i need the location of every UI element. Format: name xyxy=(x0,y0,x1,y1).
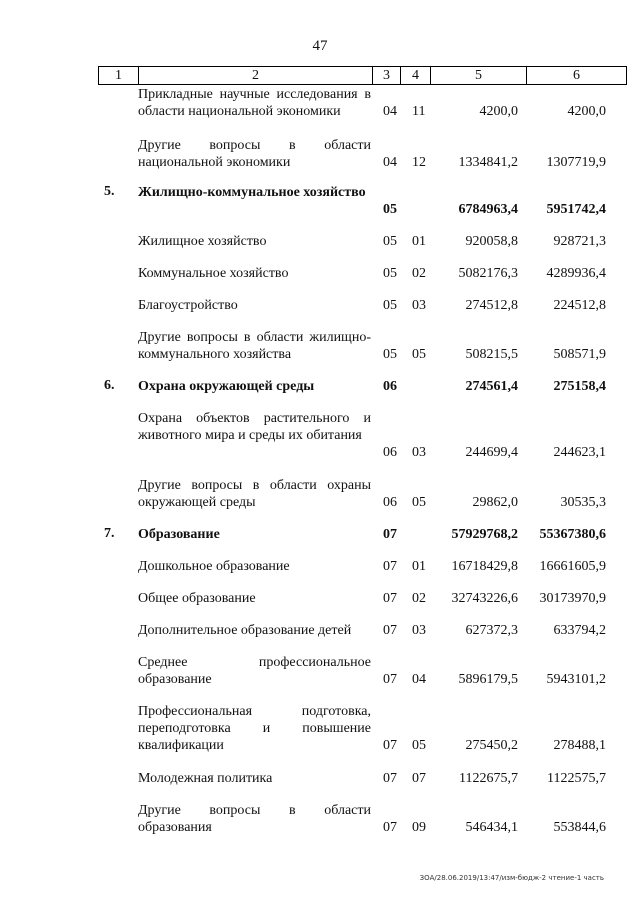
table-row xyxy=(0,297,640,314)
row-name: Общее образование xyxy=(138,591,256,606)
table-row xyxy=(0,802,640,836)
row-name: Среднее профессиональное образование xyxy=(138,655,371,687)
amount-col-5: 274512,8 xyxy=(465,298,518,313)
table-row xyxy=(0,184,640,218)
subsection-code: 05 xyxy=(412,347,426,362)
page-number: 47 xyxy=(312,38,328,54)
footer-stamp: ЗОА/28.06.2019/13:47/изм-бюдж-2 чтение-1 часть xyxy=(419,874,604,882)
row-name: Профессиональная подготовка, переподготовка и повышение квалификации xyxy=(138,704,371,753)
section-code: 05 xyxy=(383,202,397,217)
row-name: Молодежная политика xyxy=(138,771,273,786)
section-code: 05 xyxy=(383,266,397,281)
amount-col-6: 55367380,6 xyxy=(539,527,606,542)
section-code: 07 xyxy=(383,672,397,687)
subsection-code: 05 xyxy=(412,495,426,510)
amount-col-6: 4200,0 xyxy=(567,104,606,119)
subsection-code: 02 xyxy=(412,591,426,606)
section-code: 07 xyxy=(383,738,397,753)
section-code: 05 xyxy=(383,234,397,249)
section-code: 06 xyxy=(383,379,397,394)
row-name: Другие вопросы в области охраны окружающей среды xyxy=(138,478,371,510)
section-code: 05 xyxy=(383,298,397,313)
table-row xyxy=(0,378,640,395)
header-col-1: 1 xyxy=(98,67,138,84)
subsection-code: 01 xyxy=(412,559,426,574)
row-name: Другие вопросы в области национальной экономики xyxy=(138,138,371,170)
amount-col-6: 244623,1 xyxy=(553,445,606,460)
row-name: Другие вопросы в области образования xyxy=(138,803,371,835)
row-number: 6. xyxy=(104,378,115,393)
amount-col-5: 1334841,2 xyxy=(458,155,518,170)
amount-col-5: 57929768,2 xyxy=(451,527,518,542)
header-col-3: 3 xyxy=(372,67,400,84)
subsection-code: 11 xyxy=(412,104,426,119)
header-col-5: 5 xyxy=(430,67,526,84)
section-code: 07 xyxy=(383,591,397,606)
section-code: 07 xyxy=(383,623,397,638)
subsection-code: 03 xyxy=(412,445,426,460)
header-col-4: 4 xyxy=(400,67,430,84)
table-header-row xyxy=(98,66,627,85)
section-code: 05 xyxy=(383,347,397,362)
amount-col-6: 553844,6 xyxy=(553,820,606,835)
table-row xyxy=(0,622,640,639)
amount-col-5: 4200,0 xyxy=(479,104,518,119)
subsection-code: 07 xyxy=(412,771,426,786)
table-row xyxy=(0,558,640,575)
amount-col-5: 508215,5 xyxy=(465,347,518,362)
amount-col-6: 16661605,9 xyxy=(539,559,606,574)
amount-col-6: 928721,3 xyxy=(553,234,606,249)
amount-col-5: 1122675,7 xyxy=(459,771,518,786)
row-number: 5. xyxy=(104,184,115,199)
amount-col-5: 16718429,8 xyxy=(451,559,518,574)
row-name: Прикладные научные исследования в области национальной экономики xyxy=(138,87,371,119)
amount-col-5: 275450,2 xyxy=(465,738,518,753)
section-code: 06 xyxy=(383,445,397,460)
row-name: Жилищное хозяйство xyxy=(138,234,267,249)
row-name: Благоустройство xyxy=(138,298,238,313)
table-row xyxy=(0,590,640,607)
section-code: 07 xyxy=(383,559,397,574)
amount-col-6: 4289936,4 xyxy=(546,266,606,281)
amount-col-6: 508571,9 xyxy=(553,347,606,362)
table-row xyxy=(0,233,640,250)
row-name: Дошкольное образование xyxy=(138,559,290,574)
amount-col-6: 1307719,9 xyxy=(546,155,606,170)
row-number: 7. xyxy=(104,526,115,541)
subsection-code: 03 xyxy=(412,298,426,313)
row-name: Другие вопросы в области жилищно-коммунального хозяйства xyxy=(138,330,371,362)
amount-col-6: 275158,4 xyxy=(553,379,606,394)
amount-col-6: 30535,3 xyxy=(560,495,606,510)
row-name: Образование xyxy=(138,527,220,542)
table-row xyxy=(0,770,640,787)
table-row xyxy=(0,477,640,511)
amount-col-5: 29862,0 xyxy=(472,495,518,510)
amount-col-5: 244699,4 xyxy=(465,445,518,460)
amount-col-6: 5951742,4 xyxy=(546,202,606,217)
amount-col-5: 920058,8 xyxy=(465,234,518,249)
amount-col-5: 5082176,3 xyxy=(458,266,518,281)
section-code: 07 xyxy=(383,527,397,542)
table-row xyxy=(0,526,640,543)
row-name: Охрана объектов растительного и животного мира и среды их обитания xyxy=(138,411,371,443)
subsection-code: 01 xyxy=(412,234,426,249)
amount-col-5: 5896179,5 xyxy=(458,672,518,687)
subsection-code: 03 xyxy=(412,623,426,638)
table-row xyxy=(0,410,640,461)
amount-col-5: 274561,4 xyxy=(465,379,518,394)
row-name: Охрана окружающей среды xyxy=(138,379,315,394)
section-code: 07 xyxy=(383,820,397,835)
amount-col-5: 6784963,4 xyxy=(458,202,518,217)
subsection-code: 04 xyxy=(412,672,426,687)
subsection-code: 09 xyxy=(412,820,426,835)
subsection-code: 05 xyxy=(412,738,426,753)
section-code: 07 xyxy=(383,771,397,786)
subsection-code: 12 xyxy=(412,155,426,170)
section-code: 04 xyxy=(383,104,397,119)
row-name: Жилищно-коммунальное хозяйство xyxy=(138,185,366,200)
table-row xyxy=(0,654,640,688)
table-row xyxy=(0,703,640,754)
row-name: Коммунальное хозяйство xyxy=(138,266,289,281)
table-row xyxy=(0,137,640,171)
header-col-6: 6 xyxy=(526,67,627,84)
row-name: Дополнительное образование детей xyxy=(138,623,352,638)
subsection-code: 02 xyxy=(412,266,426,281)
section-code: 06 xyxy=(383,495,397,510)
table-row xyxy=(0,265,640,282)
section-code: 04 xyxy=(383,155,397,170)
amount-col-6: 224512,8 xyxy=(553,298,606,313)
amount-col-6: 278488,1 xyxy=(553,738,606,753)
table-row xyxy=(0,329,640,363)
amount-col-6: 1122575,7 xyxy=(547,771,606,786)
table-row xyxy=(0,86,640,120)
amount-col-5: 627372,3 xyxy=(465,623,518,638)
amount-col-5: 546434,1 xyxy=(465,820,518,835)
amount-col-6: 633794,2 xyxy=(553,623,606,638)
amount-col-6: 30173970,9 xyxy=(539,591,606,606)
amount-col-6: 5943101,2 xyxy=(546,672,606,687)
header-col-2: 2 xyxy=(138,67,372,84)
amount-col-5: 32743226,6 xyxy=(451,591,518,606)
